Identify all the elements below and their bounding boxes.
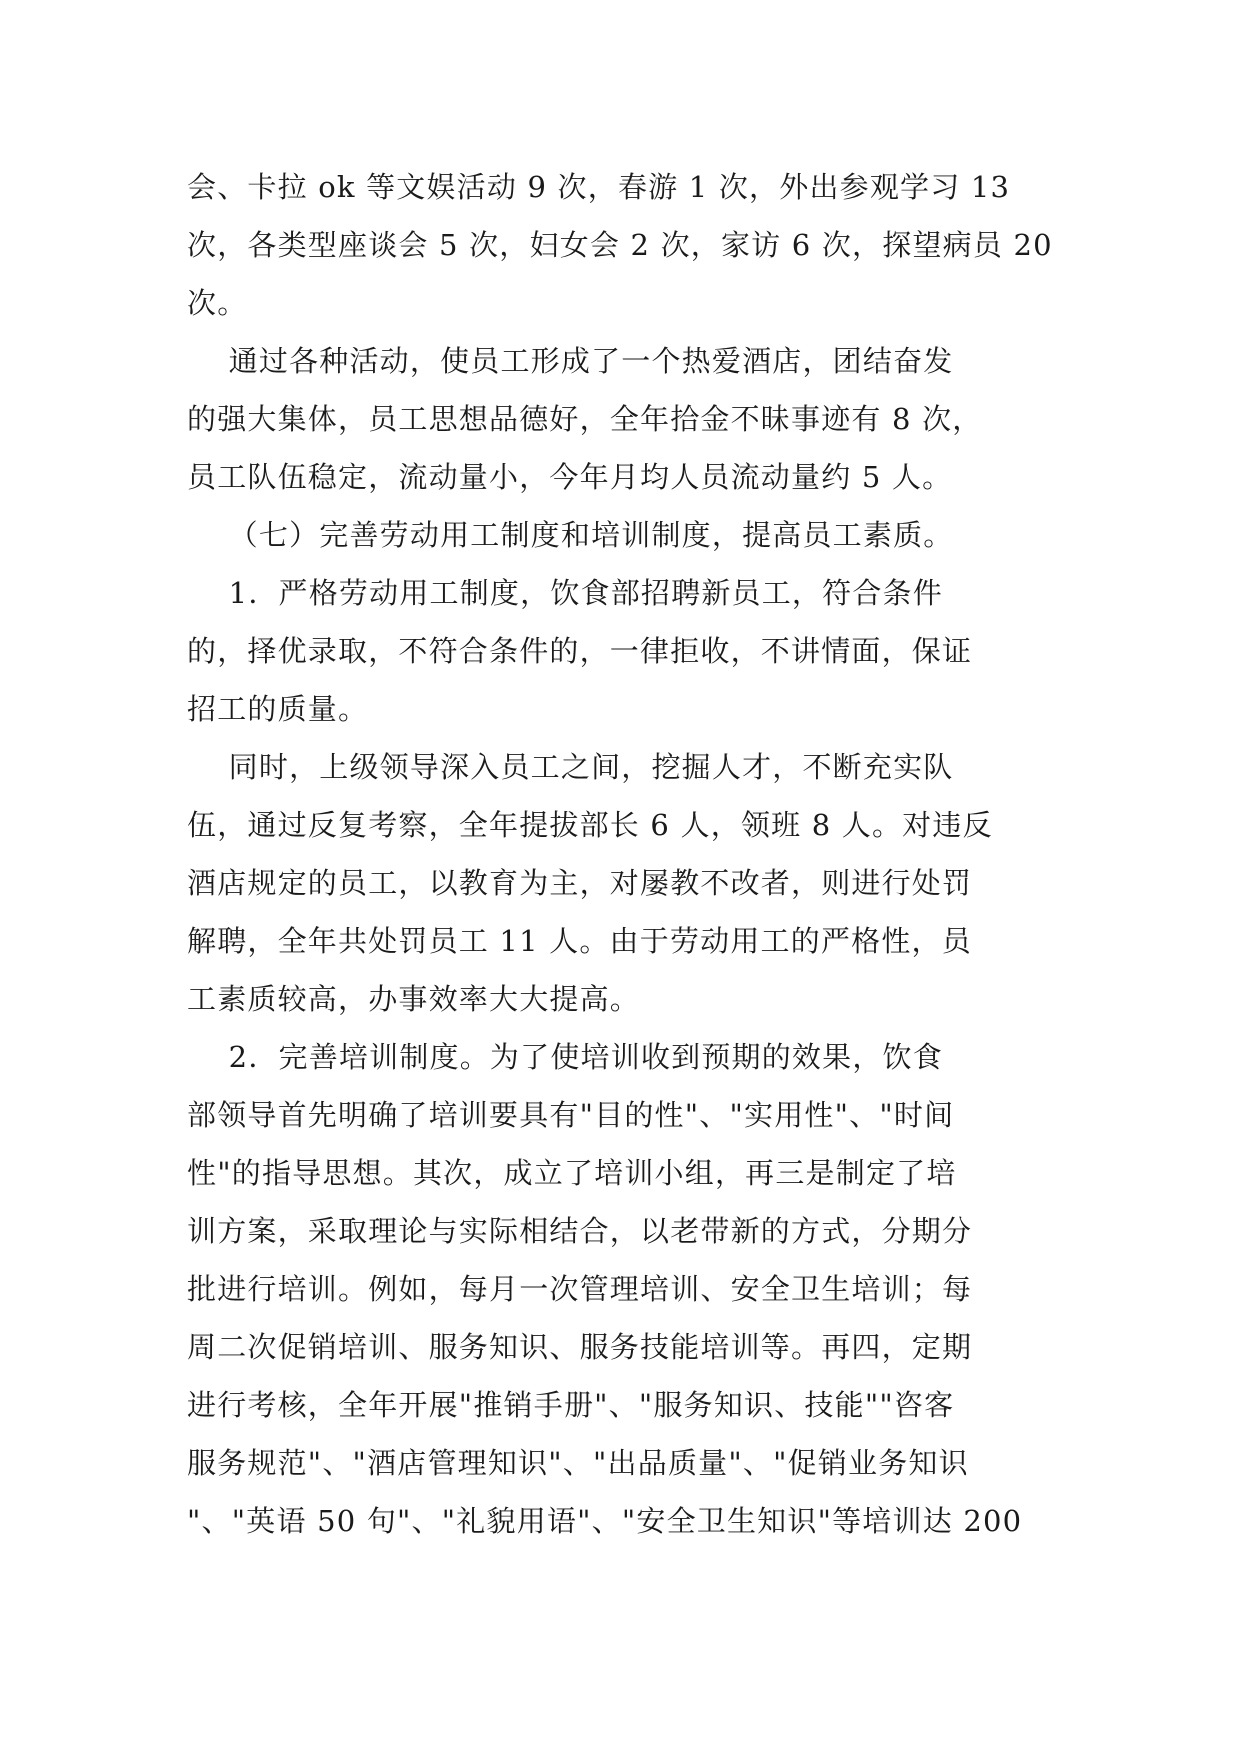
text-line: 招工的质量。 <box>187 692 369 726</box>
text-line: 进行考核，全年开展"推销手册"、"服务知识、技能""咨客 <box>187 1388 955 1422</box>
text-line: 酒店规定的员工，以教育为主，对屡教不改者，则进行处罚 <box>187 866 973 900</box>
text-line: 训方案，采取理论与实际相结合，以老带新的方式，分期分 <box>187 1214 973 1248</box>
text-line: 伍，通过反复考察，全年提拔部长 6 人，领班 8 人。对违反 <box>187 808 993 842</box>
text-line: 服务规范"、"酒店管理知识"、"出品质量"、"促销业务知识 <box>187 1446 969 1480</box>
text-line: 解聘，全年共处罚员工 11 人。由于劳动用工的严格性，员 <box>187 924 972 958</box>
text-line: 会、卡拉 ok 等文娱活动 9 次，春游 1 次，外出参观学习 13 <box>187 170 1011 204</box>
text-line: 的强大集体，员工思想品德好，全年拾金不昧事迹有 8 次， <box>187 402 983 436</box>
text-line: "、"英语 50 句"、"礼貌用语"、"安全卫生知识"等培训达 200 <box>187 1504 1023 1538</box>
text-line: 部领导首先明确了培训要具有"目的性"、"实用性"、"时间 <box>187 1098 955 1132</box>
text-line: 周二次促销培训、服务知识、服务技能培训等。再四，定期 <box>187 1330 973 1364</box>
text-line: 工素质较高，办事效率大大提高。 <box>187 982 641 1016</box>
text-line: 次。 <box>187 286 248 320</box>
text-line: 性"的指导思想。其次，成立了培训小组，再三是制定了培 <box>187 1156 957 1190</box>
text-line: 次，各类型座谈会 5 次，妇女会 2 次，家访 6 次，探望病员 20 <box>187 228 1053 262</box>
text-line: 同时，上级领导深入员工之间，挖掘人才，不断充实队 <box>187 750 954 784</box>
text-line: 的，择优录取，不符合条件的，一律拒收，不讲情面，保证 <box>187 634 973 668</box>
document-body <box>187 158 1053 1550</box>
text-line: 员工队伍稳定，流动量小，今年月均人员流动量约 5 人。 <box>187 460 953 494</box>
section-heading: （七）完善劳动用工制度和培训制度，提高员工素质。 <box>187 518 954 552</box>
text-line: 1．严格劳动用工制度，饮食部招聘新员工，符合条件 <box>187 576 943 610</box>
text-line: 通过各种活动，使员工形成了一个热爱酒店，团结奋发 <box>187 344 954 378</box>
text-line: 2．完善培训制度。为了使培训收到预期的效果，饮食 <box>187 1040 943 1074</box>
text-line: 批进行培训。例如，每月一次管理培训、安全卫生培训；每 <box>187 1272 973 1306</box>
